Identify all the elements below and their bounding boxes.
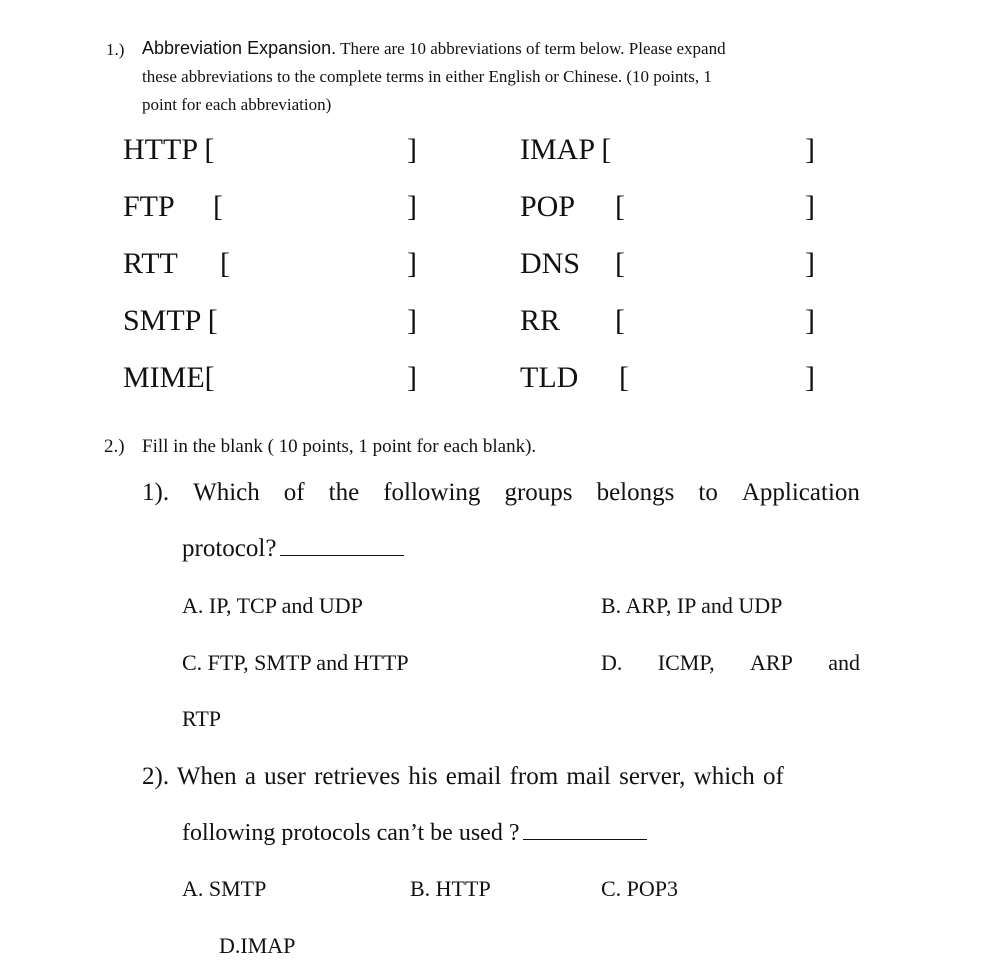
question-1-heading: Abbreviation Expansion. [142,38,337,58]
bracket-close: ] [407,190,417,223]
bracket-open: [ [213,190,223,223]
abbr-smtp: SMTP [ [123,304,218,337]
bracket-open: [ [615,304,625,337]
bracket-close: ] [805,361,815,394]
option-b: B. ARP, IP and UDP [601,593,783,618]
subquestion-1-line-2 [182,534,404,564]
word: following [383,479,481,506]
bracket-close: ] [805,133,815,166]
question-1-number: 1.) [106,40,125,59]
bracket-close: ] [805,190,815,223]
bracket-close: ] [805,304,815,337]
subquestion-2-line-1: 2). When a user retrieves his email from mail server, which of [142,763,784,790]
subquestion-2-line-2 [182,818,647,848]
abbr-rr: RR [520,304,561,337]
word: D. [601,650,623,675]
option-b: B. HTTP [410,876,491,901]
bracket-open: [ [220,247,230,280]
word: the [328,479,360,506]
word: of [283,479,305,506]
option-d-continued: RTP [182,706,222,731]
bracket-open: [ [619,361,629,394]
bracket-close: ] [407,133,417,166]
option-a: A. IP, TCP and UDP [182,593,363,618]
answer-blank-2[interactable] [523,819,647,840]
bracket-close: ] [407,361,417,394]
bracket-open: [ [615,190,625,223]
abbr-mime: MIME[ [123,361,215,394]
option-d: D.IMAP [219,933,296,958]
subquestion-1-prompt: protocol? [182,535,277,562]
abbr-http: HTTP [ [123,133,215,166]
abbr-ftp: FTP [123,190,175,223]
bracket-close: ] [805,247,815,280]
option-c: C. FTP, SMTP and HTTP [182,650,409,675]
question-2-number: 2.) [104,436,125,457]
question-1-line-2: these abbreviations to the complete terms in either English or Chinese. (10 points, 1 [142,67,712,86]
bracket-close: ] [407,247,417,280]
option-d [601,649,860,677]
subquestion-1-number: 1). [142,479,170,506]
word: to [698,479,718,506]
abbr-rtt: RTT [123,247,178,280]
subquestion-1-line-1 [142,478,860,508]
word: belongs [596,479,675,506]
bracket-close: ] [407,304,417,337]
abbr-dns: DNS [520,247,581,280]
word: Which [193,479,260,506]
question-1-line-3: point for each abbreviation) [142,95,332,114]
option-a: A. SMTP [182,876,267,901]
option-c: C. POP3 [601,876,679,901]
question-1-line-1 [142,38,726,59]
word: Application [741,479,860,506]
answer-blank-1[interactable] [280,535,404,556]
abbr-tld: TLD [520,361,579,394]
bracket-open: [ [615,247,625,280]
word: ICMP, [657,650,715,675]
word: groups [504,479,573,506]
word: ARP [750,650,793,675]
question-1-instruction: There are 10 abbreviations of term below. Please expand [340,39,726,58]
question-2-heading: Fill in the blank ( 10 points, 1 point for each blank). [142,436,537,457]
abbr-imap: IMAP [ [520,133,612,166]
subquestion-2-prompt: following protocols can’t be used ? [182,820,520,846]
word: and [828,650,860,675]
abbr-pop: POP [520,190,576,223]
